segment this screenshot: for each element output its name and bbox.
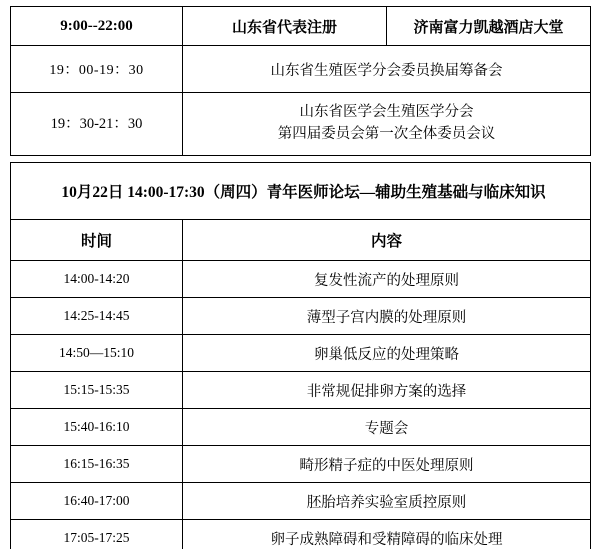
table-row — [11, 483, 591, 520]
table-row — [11, 409, 591, 446]
forum-column-headers — [11, 220, 591, 261]
session-1-content: 山东省生殖医学分会委员换届筹备会 — [183, 46, 591, 93]
row-content: 卵巢低反应的处理策略 — [183, 335, 591, 372]
row-time: 14:50—15:10 — [11, 335, 183, 372]
row-time: 17:05-17:25 — [11, 520, 183, 549]
session-2-time: 19：30-21：30 — [11, 93, 183, 156]
forum-title: 10月22日 14:00-17:30（周四）青年医师论坛—辅助生殖基础与临床知识 — [11, 163, 591, 220]
session-2-content-line-2: 第四届委员会第一次全体委员会议 — [277, 126, 496, 142]
table-row-registration — [11, 7, 591, 46]
registration-time: 9:00--22:00 — [11, 7, 183, 46]
table-row — [11, 446, 591, 483]
registration-location: 济南富力凯越酒店大堂 — [387, 7, 591, 46]
table-row — [11, 520, 591, 549]
column-header-content: 内容 — [183, 220, 591, 261]
row-content: 复发性流产的处理原则 — [183, 261, 591, 298]
row-content: 胚胎培养实验室质控原则 — [183, 483, 591, 520]
table-row-session-1 — [11, 46, 591, 93]
table-row — [11, 261, 591, 298]
column-header-time: 时间 — [11, 220, 183, 261]
row-time: 14:00-14:20 — [11, 261, 183, 298]
row-content: 非常规促排卵方案的选择 — [183, 372, 591, 409]
table-row — [11, 335, 591, 372]
session-2-content-line-1: 山东省医学会生殖医学分会 — [299, 104, 474, 121]
row-time: 16:15-16:35 — [11, 446, 183, 483]
table-row — [11, 372, 591, 409]
row-content: 卵子成熟障碍和受精障碍的临床处理 — [183, 520, 591, 549]
forum-title-row — [11, 163, 591, 220]
row-time: 15:40-16:10 — [11, 409, 183, 446]
row-time: 16:40-17:00 — [11, 483, 183, 520]
row-content: 专题会 — [183, 409, 591, 446]
schedule-table — [10, 6, 591, 156]
table-row-session-2 — [11, 93, 591, 156]
row-content: 畸形精子症的中医处理原则 — [183, 446, 591, 483]
table-row — [11, 298, 591, 335]
session-2-content — [183, 93, 591, 156]
registration-activity: 山东省代表注册 — [183, 7, 387, 46]
row-time: 15:15-15:35 — [11, 372, 183, 409]
row-time: 14:25-14:45 — [11, 298, 183, 335]
forum-table — [10, 162, 591, 549]
row-content: 薄型子宫内膜的处理原则 — [183, 298, 591, 335]
session-1-time: 19：00-19：30 — [11, 46, 183, 93]
